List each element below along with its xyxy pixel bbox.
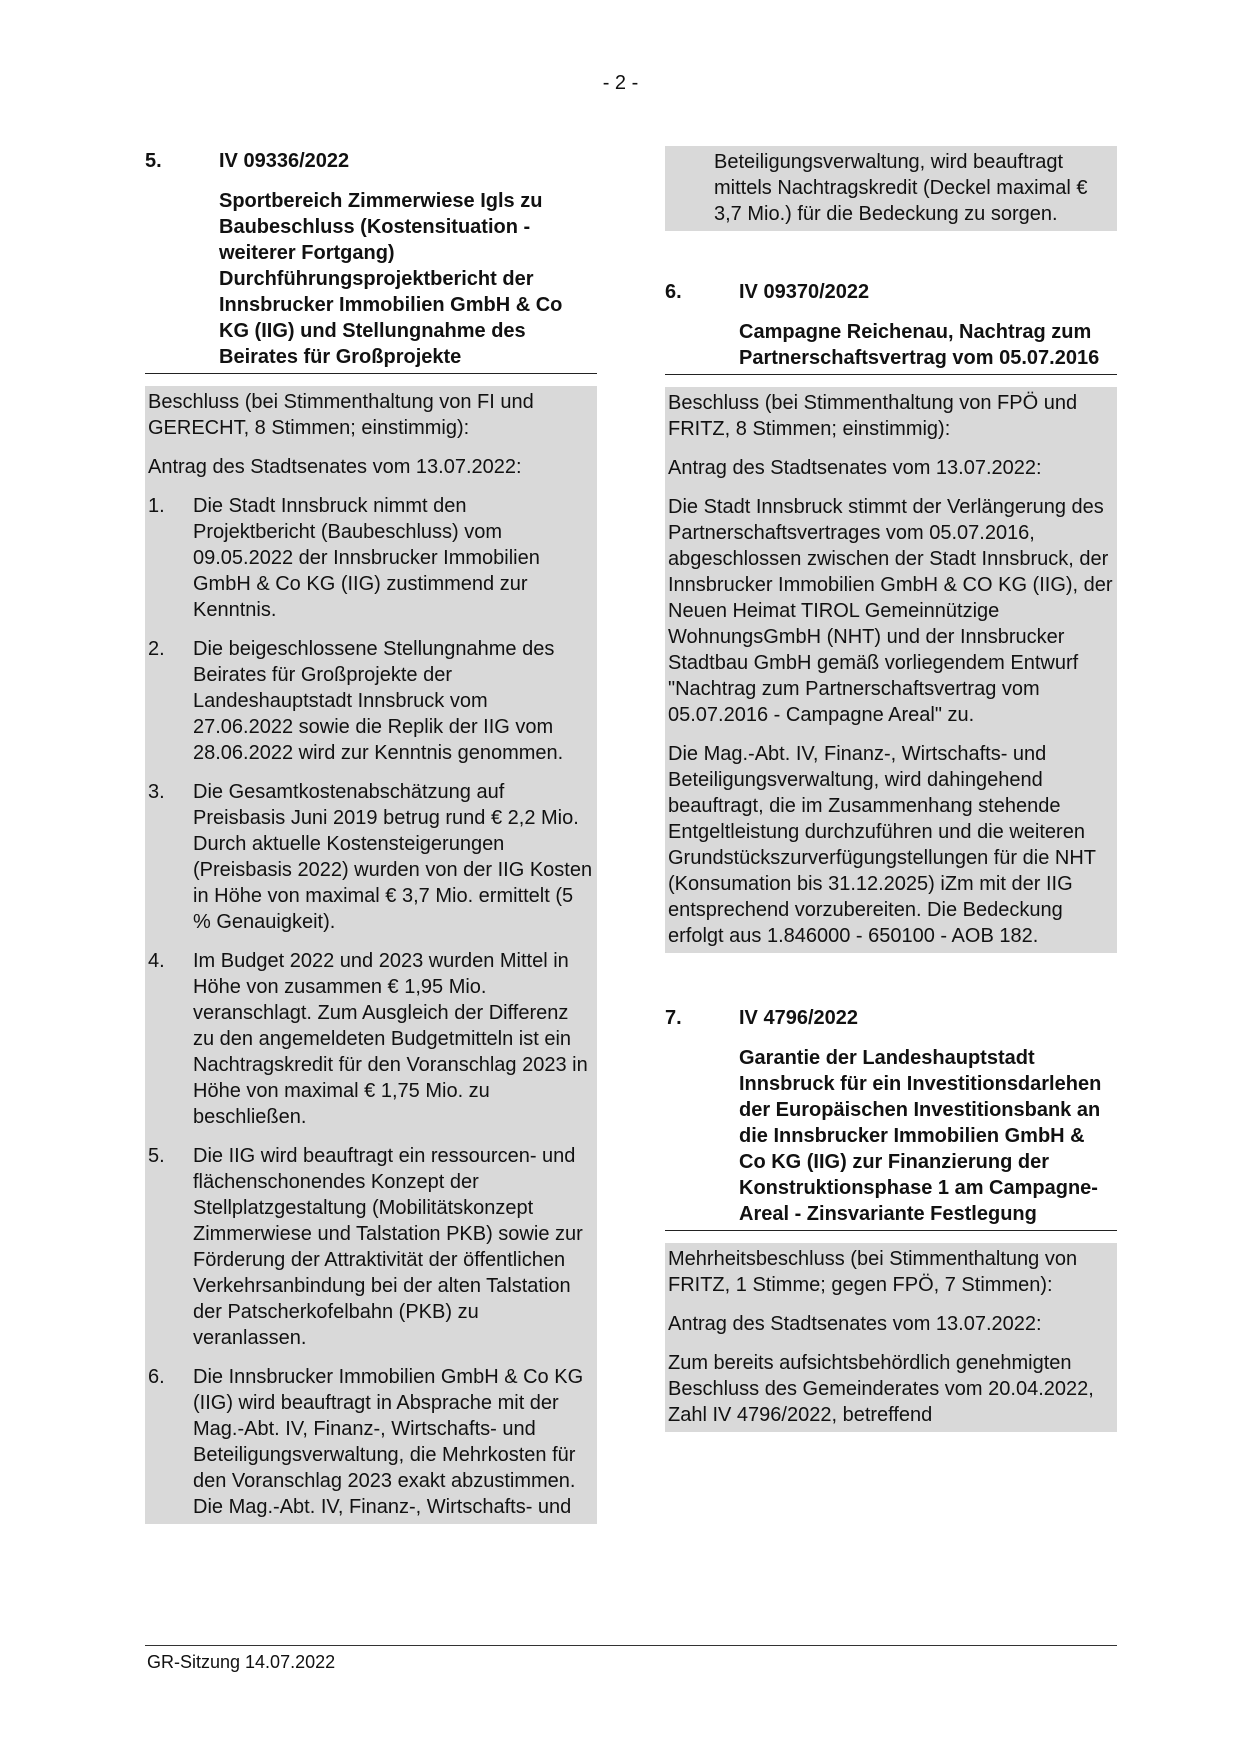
item-number: 5.: [145, 150, 162, 172]
continuation-text: Beteiligungsverwaltung, wird beauftragt mittels Nachtragskredit (Deckel maximal € 3,7 Mio.) für die Bedeckung zu sorgen.: [714, 151, 1088, 225]
item-6-header: [665, 279, 1117, 305]
list-item: [148, 779, 593, 935]
paragraph: Zum bereits aufsichtsbehördlich genehmigten Beschluss des Gemeinderates vom 20.04.2022, Zahl IV 4796/2022, betreffend: [668, 1352, 1094, 1426]
item-5-continuation: [665, 146, 1117, 231]
item-7-body: [665, 1243, 1117, 1432]
list-text: Die Stadt Innsbruck nimmt den Projektbericht (Baubeschluss) vom 09.05.2022 der Innsbrucker Immobilien GmbH & Co KG (IIG) zustimmend zur Kenntnis.: [193, 495, 540, 621]
right-column: [665, 146, 1117, 1432]
item-number: 7.: [665, 1007, 682, 1029]
list-number: 1.: [148, 495, 165, 517]
item-title: Garantie der Landeshauptstadt Innsbruck für ein Investitionsdarlehen der Europäischen Investitionsbank an die Innsbrucker Immobilien GmbH & Co KG (IIG) zur Finanzierung der Konstruktionsphase 1 am Campagne-Areal - Zinsvariante Festlegung: [739, 1047, 1102, 1225]
item-reference: IV 09370/2022: [739, 281, 870, 303]
list-text: Die beigeschlossene Stellungnahme des Beirates für Großprojekte der Landeshauptstadt Innsbruck vom 27.06.2022 sowie die Replik der IIG vom 28.06.2022 wird zur Kenntnis genommen.: [193, 638, 564, 764]
item-title: Sportbereich Zimmerwiese Igls zu Baubeschluss (Kostensituation - weiterer Fortgang) Durchführungsprojektbericht der Innsbrucker Immobilien GmbH & Co KG (IIG) und Stellungnahme des Beirates für Großprojekte: [219, 190, 563, 368]
motion-text: Antrag des Stadtsenates vom 13.07.2022:: [668, 1313, 1042, 1335]
list-item: [148, 636, 593, 766]
item-number: 6.: [665, 281, 682, 303]
left-column: [145, 148, 597, 1524]
item-7-title-block: [665, 1031, 1117, 1231]
list-text: Im Budget 2022 und 2023 wurden Mittel in Höhe von zusammen € 1,95 Mio. veranschlagt. Zum Ausgleich der Differenz zu den angemeldeten Budgetmitteln ist ein Nachtragskredit für den Voranschlag 2023 in Höhe von maximal € 1,75 Mio. zu beschließen.: [193, 950, 588, 1128]
page-number: - 2 -: [602, 72, 639, 94]
decision-text: Beschluss (bei Stimmenthaltung von FPÖ und FRITZ, 8 Stimmen; einstimmig):: [668, 392, 1078, 440]
list-text: Die Innsbrucker Immobilien GmbH & Co KG (IIG) wird beauftragt in Absprache mit der Mag.-Abt. IV, Finanz-, Wirtschafts- und Beteiligungsverwaltung, die Mehrkosten für den Voranschlag 2023 exakt abzustimmen. Die Mag.-Abt. IV, Finanz-, Wirtschafts- und: [193, 1366, 584, 1518]
paragraph: Die Stadt Innsbruck stimmt der Verlängerung des Partnerschaftsvertrages vom 05.07.2016, abgeschlossen zwischen der Stadt Innsbruck, der Innsbrucker Immobilien GmbH & CO KG (IIG), der Neuen Heimat TIROL Gemeinnützige WohnungsGmbH (NHT) und der Innsbrucker Stadtbau GmbH gemäß vorliegendem Entwurf "Nachtrag zum Partnerschaftsvertrag vom 05.07.2016 - Campagne Areal" zu.: [668, 496, 1113, 726]
footer-text: GR-Sitzung 14.07.2022: [147, 1652, 336, 1672]
item-6-title-block: [665, 305, 1117, 375]
list-item: [148, 948, 593, 1130]
list-number: 2.: [148, 638, 165, 660]
item-title: Campagne Reichenau, Nachtrag zum Partnerschaftsvertrag vom 05.07.2016: [739, 321, 1100, 369]
list-number: 4.: [148, 950, 165, 972]
paragraph: Die Mag.-Abt. IV, Finanz-, Wirtschafts- und Beteiligungsverwaltung, wird dahingehend beauftragt, die im Zusammenhang stehende Entgeltleistung durchzuführen und die weiteren Grundstückszurverfügungstellungen für die NHT (Konsumation bis 31.12.2025) iZm mit der IIG entsprechend vorzubereiten. Die Bedeckung erfolgt aus 1.846000 - 650100 - AOB 182.: [668, 743, 1096, 947]
list-number: 3.: [148, 781, 165, 803]
item-6-body: [665, 387, 1117, 953]
item-7-header: [665, 1005, 1117, 1031]
list-number: 6.: [148, 1366, 165, 1388]
item-5-title-block: [145, 174, 597, 374]
item-reference: IV 4796/2022: [739, 1007, 858, 1029]
list-text: Die Gesamtkostenabschätzung auf Preisbasis Juni 2019 betrug rund € 2,2 Mio. Durch aktuelle Kostensteigerungen (Preisbasis 2022) wurden von der IIG Kosten in Höhe von maximal € 3,7 Mio. ermittelt (5 % Genauigkeit).: [193, 781, 593, 933]
item-5-header: [145, 148, 597, 174]
list-item: [148, 1364, 593, 1520]
item-reference: IV 09336/2022: [219, 150, 350, 172]
footer-divider: [145, 1645, 1117, 1646]
list-number: 5.: [148, 1145, 165, 1167]
decision-text: Mehrheitsbeschluss (bei Stimmenthaltung von FRITZ, 1 Stimme; gegen FPÖ, 7 Stimmen):: [668, 1248, 1078, 1296]
list-text: Die IIG wird beauftragt ein ressourcen- und flächenschonendes Konzept der Stellplatzgestaltung (Mobilitätskonzept Zimmerwiese und Talstation PKB) sowie zur Förderung der Attraktivität der öffentlichen Verkehrsanbindung bei der alten Talstation der Patscherkofelbahn (PKB) zu veranlassen.: [193, 1145, 583, 1349]
list-item: [148, 493, 593, 623]
decision-text: Beschluss (bei Stimmenthaltung von FI und GERECHT, 8 Stimmen; einstimmig):: [148, 391, 534, 439]
list-item: [148, 1143, 593, 1351]
motion-text: Antrag des Stadtsenates vom 13.07.2022:: [668, 457, 1042, 479]
item-5-body: [145, 386, 597, 1524]
motion-text: Antrag des Stadtsenates vom 13.07.2022:: [148, 456, 522, 478]
